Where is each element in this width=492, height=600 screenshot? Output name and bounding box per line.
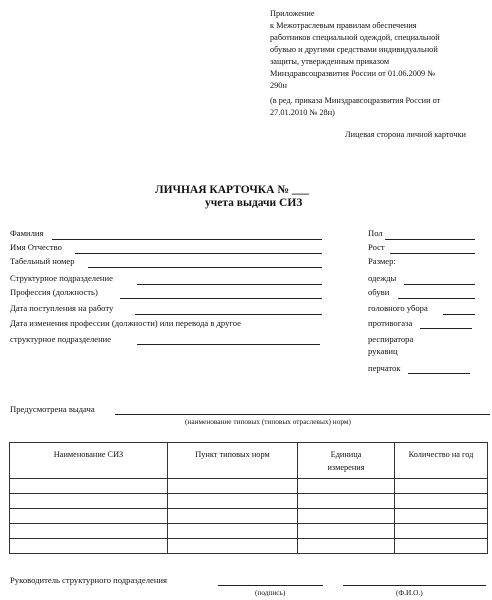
- appendix-line: Приложение: [270, 9, 315, 18]
- name-patronymic-field[interactable]: [75, 253, 322, 254]
- change-date-field[interactable]: [137, 344, 320, 345]
- appendix-line: работников специальной одеждой, специальной: [270, 33, 440, 42]
- table-cell[interactable]: [298, 509, 395, 524]
- table-cell[interactable]: [395, 509, 488, 524]
- appendix-line: защиты, утвержденным приказом: [270, 57, 390, 66]
- clothing-size-label: одежды: [368, 273, 397, 283]
- department-field[interactable]: [137, 284, 322, 285]
- profession-label: Профессия (должность): [10, 287, 98, 297]
- table-cell[interactable]: [10, 479, 168, 494]
- headwear-size-field[interactable]: [443, 314, 475, 315]
- personnel-number-label: Табельный номер: [10, 256, 75, 266]
- table-cell[interactable]: [395, 479, 488, 494]
- col-header-siz-name: Наименование СИЗ: [10, 443, 168, 479]
- gender-field[interactable]: [385, 239, 475, 240]
- table-row: [10, 539, 488, 554]
- edition-line: 27.01.2010 № 28н): [270, 108, 335, 117]
- table-cell[interactable]: [395, 524, 488, 539]
- table-header-row: [10, 443, 488, 479]
- hire-date-label: Дата поступления на работу: [10, 303, 114, 313]
- appendix-line: к Межотраслевым правилам обеспечения: [270, 21, 417, 30]
- table-cell[interactable]: [298, 494, 395, 509]
- table-cell[interactable]: [395, 539, 488, 554]
- footwear-size-field[interactable]: [398, 298, 475, 299]
- hire-date-field[interactable]: [135, 314, 322, 315]
- appendix-note: [270, 8, 485, 119]
- signature-caption: (подпись): [255, 588, 286, 597]
- table-cell[interactable]: [10, 524, 168, 539]
- footwear-size-label: обуви: [368, 287, 390, 297]
- appendix-line: 290н: [270, 81, 287, 90]
- front-side-caption: Лицевая сторона личной карточки: [345, 130, 466, 139]
- respirator-size-label: респиратора: [368, 334, 414, 344]
- headwear-size-label: головного убора: [368, 303, 428, 313]
- edition-line: (в ред. приказа Минздравсоцразвития России от: [270, 96, 441, 105]
- full-name-caption: (Ф.И.О.): [396, 588, 423, 597]
- table-row: [10, 524, 488, 539]
- gender-label: Пол: [368, 228, 383, 238]
- table-cell[interactable]: [298, 524, 395, 539]
- table-row: [10, 479, 488, 494]
- gas-mask-size-field[interactable]: [420, 328, 472, 329]
- surname-field[interactable]: [52, 239, 322, 240]
- signature-field[interactable]: [218, 585, 323, 586]
- appendix-line: Минздравсоцразвития России от 01.06.2009 №: [270, 69, 436, 78]
- table-cell[interactable]: [168, 509, 298, 524]
- table-cell[interactable]: [168, 494, 298, 509]
- table-cell[interactable]: [168, 479, 298, 494]
- head-of-department-label: Руководитель структурного подразделения: [10, 575, 167, 585]
- issue-label: Предусмотрена выдача: [10, 404, 95, 414]
- name-patronymic-label: Имя Отчество: [10, 242, 62, 252]
- table-cell[interactable]: [298, 539, 395, 554]
- table-cell[interactable]: [395, 494, 488, 509]
- col-header-unit: Единица измерения: [298, 443, 395, 479]
- change-date-label-cont: структурное подразделение: [10, 334, 112, 344]
- issue-field[interactable]: [115, 414, 490, 415]
- table-cell[interactable]: [168, 524, 298, 539]
- col-header-quantity: Количество на год: [395, 443, 488, 479]
- height-field[interactable]: [390, 253, 475, 254]
- issue-caption: (наименование типовых (типовых отраслевых) норм): [185, 417, 351, 426]
- gloves2-size-label: перчаток: [368, 363, 401, 373]
- table-cell[interactable]: [10, 494, 168, 509]
- personnel-number-field[interactable]: [88, 267, 322, 268]
- full-name-field[interactable]: [343, 585, 486, 586]
- table-cell[interactable]: [168, 539, 298, 554]
- height-label: Рост: [368, 242, 385, 252]
- gloves2-size-field[interactable]: [408, 373, 470, 374]
- clothing-size-field[interactable]: [404, 284, 475, 285]
- profession-field[interactable]: [120, 298, 322, 299]
- table-row: [10, 509, 488, 524]
- siz-table: [9, 442, 488, 554]
- surname-label: Фамилия: [10, 228, 44, 238]
- table-row: [10, 494, 488, 509]
- appendix-line: обувью и другими средствами индивидуальной: [270, 45, 438, 54]
- gas-mask-size-label: противогаза: [368, 318, 413, 328]
- card-subtitle: учета выдачи СИЗ: [205, 197, 303, 209]
- table-cell[interactable]: [298, 479, 395, 494]
- table-cell[interactable]: [10, 509, 168, 524]
- department-label: Структурное подразделение: [10, 273, 113, 283]
- card-title: ЛИЧНАЯ КАРТОЧКА № ___: [155, 184, 310, 196]
- change-date-label: Дата изменения профессии (должности) или перевода в другое: [10, 318, 241, 328]
- table-cell[interactable]: [10, 539, 168, 554]
- gloves-size-label: рукавиц: [368, 346, 398, 356]
- size-label: Размер:: [368, 256, 396, 266]
- col-header-norm-item: Пункт типовых норм: [168, 443, 298, 479]
